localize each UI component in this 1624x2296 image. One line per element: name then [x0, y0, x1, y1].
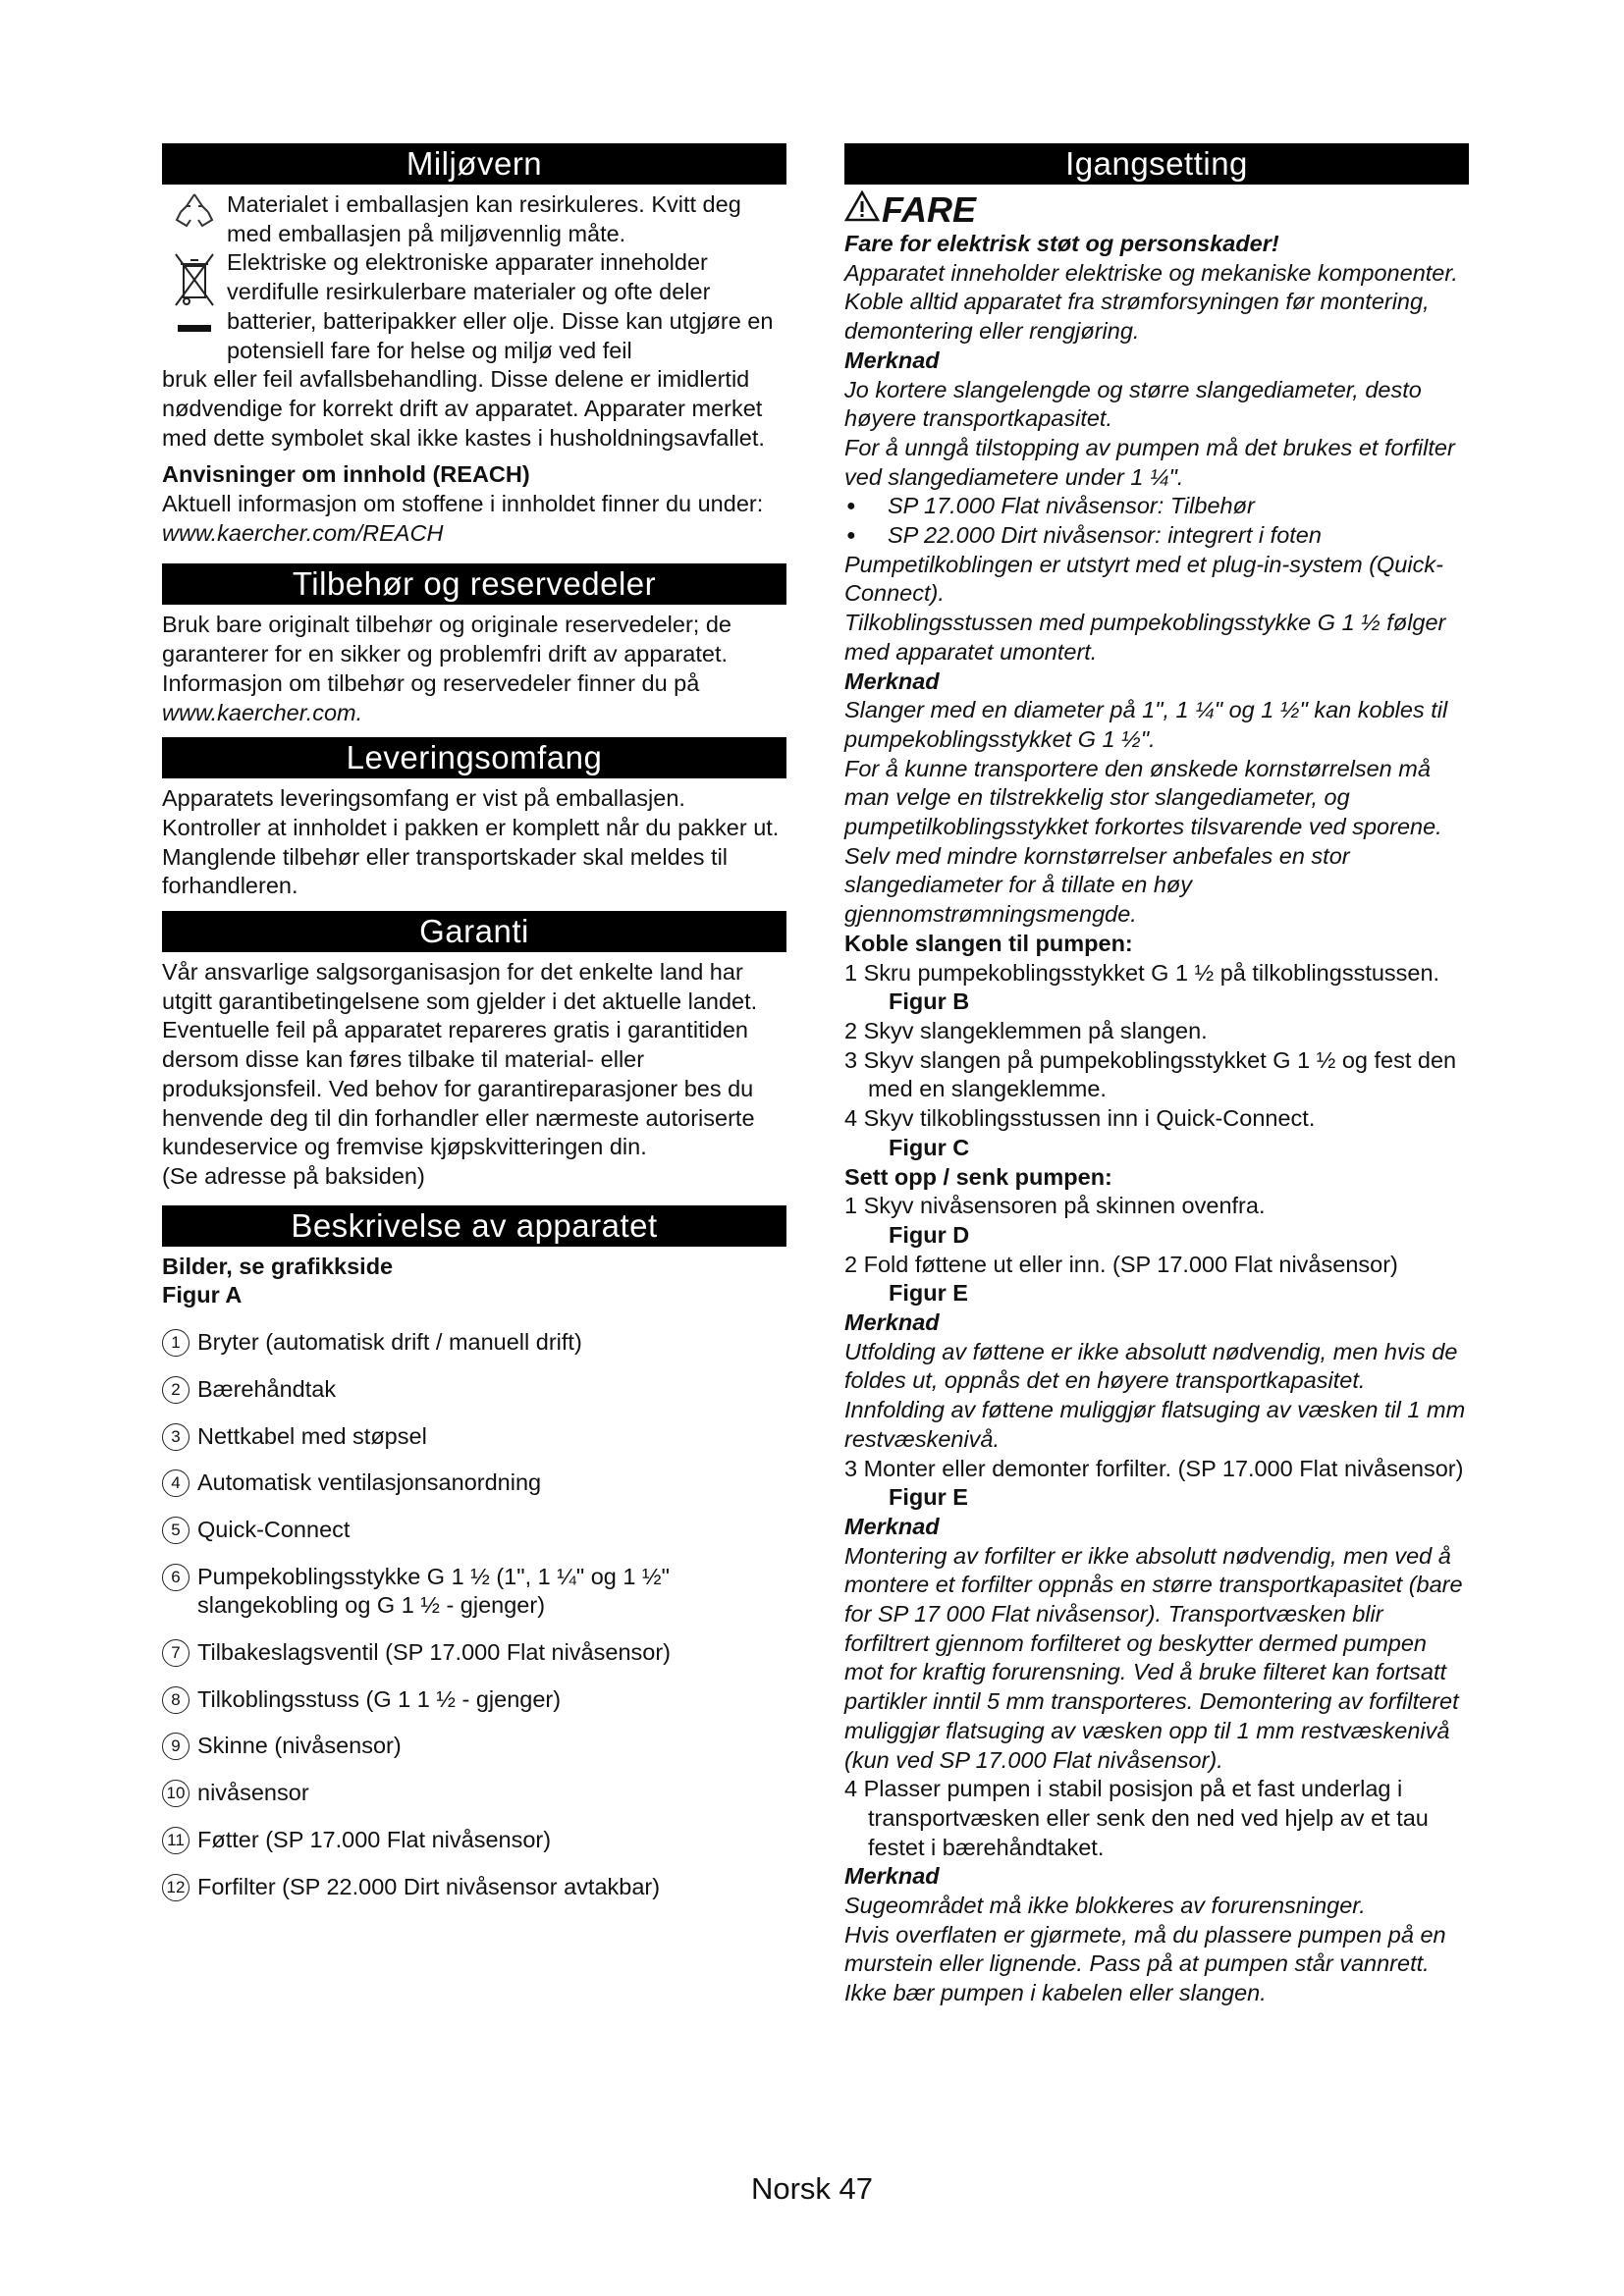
- recycle-icon: [162, 190, 227, 230]
- list-item-text: Nettkabel med støpsel: [197, 1422, 427, 1449]
- danger-heading: Fare for elektrisk støt og personskader!: [844, 231, 1279, 256]
- step-item: 1 Skru pumpekoblingsstykket G 1 ½ på tilkoblingsstussen.: [844, 959, 1440, 986]
- list-item: [162, 1779, 786, 1808]
- list-item-text: Tilbakeslagsventil (SP 17.000 Flat nivåsensor): [197, 1639, 671, 1666]
- beskrivelse-figure-label: Figur A: [162, 1282, 243, 1308]
- step-item: 4 Skyv tilkoblingsstussen inn i Quick-Connect.: [844, 1105, 1316, 1132]
- list-item-text: Pumpekoblingsstykke G 1 ½ (1", 1 ¼" og 1 ½" slangekobling og G 1 ½ - gjenger): [197, 1563, 670, 1619]
- left-column: [162, 143, 786, 1901]
- note-text: Sugeområdet må ikke blokkeres av forurensninger.: [844, 1893, 1366, 1919]
- note-text: For å kunne transportere den ønskede kornstørrelsen må man velge en tilstrekkelig stor slangediameter, og pumpetilkoblingsstykket forkortes tilsvarende ved sporene. Selv med mindre kornstørrelser anbefales en stor slangediameter for å tillate en høy gjennomstrømningsmengde.: [844, 755, 1442, 928]
- note-label: Merknad: [844, 667, 940, 694]
- warning-triangle-icon: [844, 190, 880, 230]
- note-text: Jo kortere slangelengde og større slangediameter, desto høyere transportkapasitet.: [844, 376, 1422, 432]
- step-item: 3 Skyv slangen på pumpekoblingsstykket G 1 ½ og fest den med en slangeklemme.: [844, 1046, 1457, 1102]
- section-header-tilbehor: Tilbehør og reservedeler: [162, 563, 786, 605]
- recycle-text: Materialet i emballasjen kan resirkuleres. Kvitt deg med emballasjen på miljøvennlig måte.: [227, 191, 741, 246]
- figure-label: Figur E: [889, 1484, 968, 1511]
- page-number: 47: [839, 2171, 874, 2206]
- note-label: Merknad: [844, 1309, 940, 1336]
- list-item: [162, 1328, 786, 1358]
- weee-row: [162, 248, 786, 365]
- danger-label-text: FARE: [882, 189, 977, 230]
- step-item: 1 Skyv nivåsensoren på skinnen ovenfra.: [844, 1193, 1266, 1219]
- garanti-text: Vår ansvarlige salgsorganisasjon for det enkelte land har utgitt garantibetingelsene som gjelder i det aktuelle landet. Eventuelle feil på apparatet repareres gratis i garantitiden dersom disse kan føres tilbake til material- eller produksjonsfeil. Ved behov for garantireparasjoner bes du henvende deg til din forhandler eller nærmeste autoriserte kundeservice og fremvise kjøpskvitteringen din.: [162, 959, 758, 1160]
- recycle-row: [162, 190, 786, 248]
- list-item: [162, 1826, 786, 1855]
- section-header-leveringsomfang: Leveringsomfang: [162, 737, 786, 778]
- tilbehor-text: Bruk bare originalt tilbehør og originale reservedeler; de garanterer for en sikker og problemfri drift av apparatet. Informasjon om tilbehør og reservedeler finner du på: [162, 612, 731, 696]
- danger-label: [844, 190, 1469, 230]
- list-item-text: Bryter (automatisk drift / manuell drift): [197, 1329, 582, 1356]
- number-badge: 4: [162, 1469, 189, 1497]
- section-header-garanti: Garanti: [162, 911, 786, 952]
- number-badge: 12: [162, 1874, 189, 1901]
- number-badge: 9: [162, 1733, 189, 1760]
- step-item: 4 Plasser pumpen i stabil posisjon på et fast underlag i transportvæsken eller senk den ned ved hjelp av et tau festet i bærehåndtaket.: [844, 1776, 1429, 1860]
- weee-text-continued: bruk eller feil avfallsbehandling. Disse delene er imidlertid nødvendige for korrekt drift av apparatet. Apparater merket med dette symbolet skal ikke kastes i husholdningsavfallet.: [162, 366, 765, 451]
- list-item-text: Bærehåndtak: [197, 1375, 337, 1402]
- parts-list: [162, 1328, 786, 1901]
- section-header-beskrivelse: Beskrivelse av apparatet: [162, 1205, 786, 1247]
- list-item-text: Føtter (SP 17.000 Flat nivåsensor): [197, 1826, 552, 1852]
- sett-heading: Sett opp / senk pumpen:: [844, 1163, 1112, 1190]
- number-badge: 2: [162, 1376, 189, 1404]
- note-text: Tilkoblingsstussen med pumpekoblingsstykke G 1 ½ følger med apparatet umontert.: [844, 610, 1446, 665]
- list-item-text: Skinne (nivåsensor): [197, 1733, 402, 1759]
- weee-text: Elektriske og elektroniske apparater inneholder verdifulle resirkulerbare materialer og ofte deler batterier, batteripakker eller olje. Disse kan utgjøre en potensiell fare for helse og miljø ved feil: [227, 249, 774, 363]
- number-badge: 8: [162, 1686, 189, 1714]
- step-item: 2 Fold føttene ut eller inn. (SP 17.000 Flat nivåsensor): [844, 1251, 1398, 1277]
- list-item: [162, 1873, 786, 1902]
- number-badge: 3: [162, 1423, 189, 1451]
- list-item-text: Quick-Connect: [197, 1516, 351, 1542]
- danger-text-1: Apparatet inneholder elektriske og mekaniske komponenter.: [844, 259, 1458, 286]
- reach-link[interactable]: www.kaercher.com/REACH: [162, 519, 444, 546]
- beskrivelse-subheading: Bilder, se grafikkside: [162, 1253, 394, 1279]
- number-badge: 1: [162, 1329, 189, 1357]
- step-item: 2 Skyv slangeklemmen på slangen.: [844, 1017, 1208, 1043]
- figure-label: Figur B: [889, 988, 970, 1015]
- note-text: Montering av forfilter er ikke absolutt nødvendig, men ved å montere et forfilter oppnås en større transportkapasitet (bare for SP 17 000 Flat nivåsensor). Transportvæsken blir forfiltrert gjennom forfilteret og beskytter dermed pumpen mot for kraftig forurensning. Ved å bruke filteret kan fortsatt partikler inntil 5 mm transporteres. Demontering av forfilteret muliggjør flatsuging av væsken opp til 1 mm restvæskenivå (kun ved SP 17.000 Flat nivåsensor).: [844, 1542, 1463, 1773]
- number-badge: 6: [162, 1564, 189, 1591]
- section-header-miljovern: Miljøvern: [162, 143, 786, 185]
- tilbehor-link[interactable]: www.kaercher.com.: [162, 699, 363, 725]
- figure-label: Figur E: [889, 1280, 968, 1307]
- list-item: [162, 1468, 786, 1498]
- list-item: [162, 1375, 786, 1405]
- list-item-text: Forfilter (SP 22.000 Dirt nivåsensor avtakbar): [197, 1873, 661, 1899]
- reach-paragraph: [162, 490, 786, 548]
- list-item: [162, 1685, 786, 1715]
- note-text: Hvis overflaten er gjørmete, må du plassere pumpen på en murstein eller lignende. Pass på at pumpen står vannrett. Ikke bær pumpen i kabelen eller slangen.: [844, 1921, 1446, 2006]
- page-footer: [0, 2171, 1624, 2207]
- reach-heading: Anvisninger om innhold (REACH): [162, 461, 530, 488]
- list-item: [162, 1732, 786, 1761]
- list-item-text: Tilkoblingsstuss (G 1 1 ½ - gjenger): [197, 1685, 562, 1712]
- number-badge: 5: [162, 1517, 189, 1544]
- garanti-address: (Se adresse på baksiden): [162, 1162, 425, 1189]
- list-item: [162, 1638, 786, 1668]
- bullet-item: ● SP 22.000 Dirt nivåsensor: integrert i foten: [844, 521, 1469, 551]
- list-item-text: nivåsensor: [197, 1780, 309, 1806]
- section-header-igangsetting: Igangsetting: [844, 143, 1469, 185]
- note-text: Utfolding av føttene er ikke absolutt nødvendig, men hvis de foldes ut, oppnås det en høyere transportkapasitet. Innfolding av føttene muliggjør flatsuging av væsken til 1 mm restvæskenivå.: [844, 1338, 1466, 1452]
- crossed-bin-icon: [162, 248, 227, 339]
- right-column: [844, 143, 1469, 2008]
- leveringsomfang-text: Apparatets leveringsomfang er vist på emballasjen. Kontroller at innholdet i pakken er komplett når du pakker ut. Manglende tilbehør eller transportskader skal meldes til forhandleren.: [162, 785, 780, 899]
- list-item: [162, 1563, 786, 1621]
- koble-heading: Koble slangen til pumpen:: [844, 930, 1133, 956]
- note-label: Merknad: [844, 1863, 940, 1890]
- tilbehor-paragraph: [162, 611, 786, 727]
- step-item: 3 Monter eller demonter forfilter. (SP 17.000 Flat nivåsensor): [844, 1455, 1464, 1481]
- list-item: [162, 1516, 786, 1545]
- reach-text: Aktuell informasjon om stoffene i innholdet finner du under:: [162, 491, 764, 517]
- note-text: For å unngå tilstopping av pumpen må det brukes et forfilter ved slangediametere under 1 ¼".: [844, 434, 1455, 490]
- number-badge: 10: [162, 1780, 189, 1807]
- note-text: Pumpetilkoblingen er utstyrt med et plug-in-system (Quick-Connect).: [844, 551, 1443, 607]
- note-text: Slanger med en diameter på 1", 1 ¼" og 1 ½" kan kobles til pumpekoblingsstykket G 1 ½".: [844, 697, 1448, 752]
- note-label: Merknad: [844, 1513, 940, 1539]
- footer-language: Norsk: [750, 2171, 831, 2206]
- figure-label: Figur C: [889, 1134, 970, 1160]
- figure-label: Figur D: [889, 1221, 970, 1248]
- list-item: [162, 1422, 786, 1452]
- bullet-item: ● SP 17.000 Flat nivåsensor: Tilbehør: [844, 492, 1469, 521]
- number-badge: 11: [162, 1827, 189, 1854]
- danger-text-2: Koble alltid apparatet fra strømforsyningen før montering, demontering eller rengjøring.: [844, 289, 1430, 345]
- number-badge: 7: [162, 1639, 189, 1667]
- list-item-text: Automatisk ventilasjonsanordning: [197, 1469, 542, 1496]
- note-label: Merknad: [844, 347, 940, 373]
